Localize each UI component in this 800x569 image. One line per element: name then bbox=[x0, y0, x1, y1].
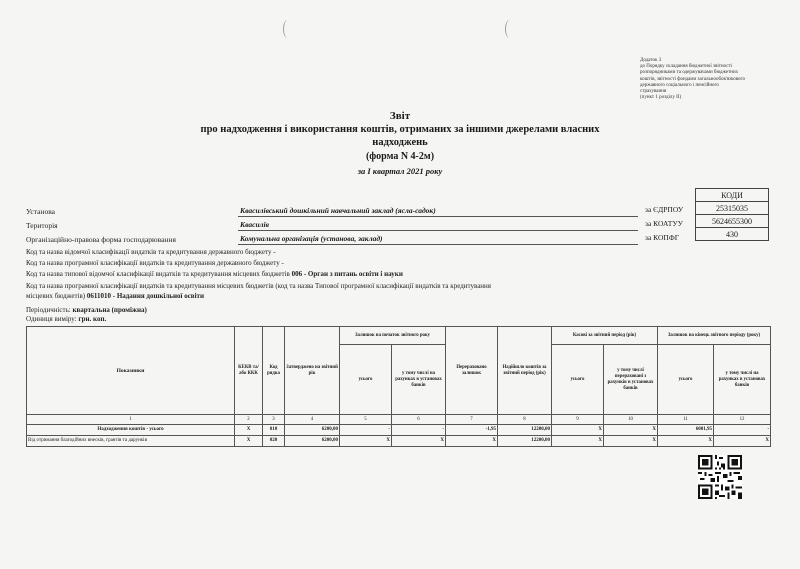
header-end-total: усього bbox=[658, 345, 714, 415]
code-key-koatuu: за КОАТУУ bbox=[645, 219, 683, 228]
column-number: 4 bbox=[285, 415, 340, 425]
note-line: до Порядку складання бюджетної звітності bbox=[640, 64, 733, 70]
row-transferred: -1,95 bbox=[446, 425, 498, 436]
row-transferred: X bbox=[446, 436, 498, 447]
column-number: 8 bbox=[498, 415, 552, 425]
row-end-banks: - bbox=[714, 425, 771, 436]
unit bbox=[26, 315, 106, 323]
row-approved: 6200,00 bbox=[285, 425, 340, 436]
punch-hole-mark bbox=[505, 20, 514, 38]
column-number: 3 bbox=[263, 415, 285, 425]
column-number: 6 bbox=[392, 415, 446, 425]
column-number: 5 bbox=[340, 415, 392, 425]
row-name: Від отримання благодійних внесків, грантів та дарунків bbox=[27, 436, 235, 447]
report-title: Звіт bbox=[389, 110, 411, 122]
row-end-total: X bbox=[658, 436, 714, 447]
report-table bbox=[26, 326, 771, 447]
institution-value: Квасилівський дошкільний навчальний заклад (ясла-садок) bbox=[240, 206, 436, 215]
code-edrpou: 25315035 bbox=[696, 202, 769, 215]
header-end-banks: у тому числі на рахунках в установах банків bbox=[714, 345, 771, 415]
note-line: страхування bbox=[640, 89, 667, 95]
org-form-value: Комунальна організація (установа, заклад) bbox=[240, 234, 383, 243]
header-indicators: Показники bbox=[27, 327, 235, 415]
territory-value: Квасилів bbox=[240, 220, 269, 229]
row-received: 12200,00 bbox=[498, 425, 552, 436]
header-cash-banks: у тому числі перераховані з рахунків в установах банків bbox=[604, 345, 658, 415]
code-key-edrpou: за ЄДРПОУ bbox=[645, 205, 684, 214]
institution-label: Установа bbox=[26, 207, 55, 216]
program-classification-local-cont bbox=[26, 292, 204, 300]
row-cash-total: X bbox=[552, 425, 604, 436]
row-cash-total: X bbox=[552, 436, 604, 447]
row-code: 020 bbox=[263, 436, 285, 447]
program-classification-state: Код та назва програмної класифікації видатків та кредитування державного бюджету - bbox=[26, 259, 284, 267]
column-number: 12 bbox=[714, 415, 771, 425]
column-number: 7 bbox=[446, 415, 498, 425]
header-received: Надійшло коштів за звітний період (рік) bbox=[498, 327, 552, 415]
header-start-balance: Залишок на початок звітного року bbox=[340, 327, 446, 345]
punch-hole-mark bbox=[283, 20, 292, 38]
unit-value: грн. коп. bbox=[78, 315, 107, 323]
underline bbox=[238, 216, 638, 217]
program-classification-local: Код та назва програмної класифікації видатків та кредитування місцевих бюджетів (код та назва Типової програмної класифікації видатків та кредитування bbox=[26, 282, 492, 290]
row-start-banks: X bbox=[392, 436, 446, 447]
note-line: коштів, звітності фондами загальнообов'язкового bbox=[640, 76, 745, 82]
row-cash-banks: X bbox=[604, 425, 658, 436]
column-number: 11 bbox=[658, 415, 714, 425]
note-line: державного соціального і пенсійного bbox=[640, 82, 719, 88]
column-number: 2 bbox=[235, 415, 263, 425]
underline bbox=[238, 230, 638, 231]
header-approved: Затверджено на звітний рік bbox=[285, 327, 340, 415]
header-transferred: Перераховано залишок bbox=[446, 327, 498, 415]
table-row bbox=[27, 436, 771, 447]
header-end-balance: Залишок на кінець звітного періоду (року) bbox=[658, 327, 771, 345]
form-number: (форма N 4-2м) bbox=[365, 151, 435, 162]
report-subtitle: про надходження і використання коштів, отриманих за іншими джерелами власних надходжень bbox=[200, 124, 600, 148]
code-kopfg: 430 bbox=[696, 228, 769, 241]
header-start-banks: у тому числі на рахунках в установах банків bbox=[392, 345, 446, 415]
code-key-kopfg: за КОПФГ bbox=[645, 233, 680, 242]
table-row bbox=[27, 425, 771, 436]
org-form-label: Організаційно-правова форма господарювання bbox=[26, 235, 176, 244]
codes-table bbox=[695, 188, 769, 241]
row-received: 12200,00 bbox=[498, 436, 552, 447]
periodicity-value: квартальна (проміжна) bbox=[72, 306, 147, 314]
code-koatuu: 5624655300 bbox=[696, 215, 769, 228]
row-approved: 6200,00 bbox=[285, 436, 340, 447]
column-numbers-row bbox=[27, 415, 771, 425]
note-line: Додаток 3 bbox=[640, 58, 662, 63]
line-value: 006 - Орган з питань освіти і науки bbox=[291, 270, 403, 278]
appendix-note bbox=[640, 58, 790, 101]
line-value: 0611010 - Надання дошкільної освіти bbox=[86, 292, 204, 300]
underline bbox=[238, 244, 638, 245]
row-end-banks: X bbox=[714, 436, 771, 447]
dept-classification-state: Код та назва відомчої класифікації видатків та кредитування державного бюджету - bbox=[26, 248, 276, 256]
row-start-total: X bbox=[340, 436, 392, 447]
dept-classification-local bbox=[26, 270, 403, 278]
qr-code-icon bbox=[698, 455, 742, 499]
row-code: 010 bbox=[263, 425, 285, 436]
report-period: за I квартал 2021 року bbox=[357, 166, 443, 176]
periodicity bbox=[26, 306, 147, 314]
column-number: 9 bbox=[552, 415, 604, 425]
header-code: Код рядка bbox=[263, 327, 285, 415]
note-line: розпорядниками та одержувачами бюджетних bbox=[640, 70, 739, 76]
row-name: Надходження коштів - усього bbox=[27, 425, 235, 436]
column-number: 10 bbox=[604, 415, 658, 425]
unit-label: Одиниця виміру: bbox=[26, 315, 77, 323]
header-cash: Касові за звітний період (рік) bbox=[552, 327, 658, 345]
column-number: 1 bbox=[27, 415, 235, 425]
header-cash-total: усього bbox=[552, 345, 604, 415]
codes-header: КОДИ bbox=[696, 189, 769, 202]
territory-label: Територія bbox=[26, 221, 58, 230]
row-kekv: X bbox=[235, 436, 263, 447]
header-start-total: усього bbox=[340, 345, 392, 415]
row-start-total: - bbox=[340, 425, 392, 436]
row-start-banks: - bbox=[392, 425, 446, 436]
row-cash-banks: X bbox=[604, 436, 658, 447]
periodicity-label: Періодичність: bbox=[26, 306, 71, 314]
line-prefix: місцевих бюджетів) bbox=[26, 292, 86, 300]
row-end-total: 6001,95 bbox=[658, 425, 714, 436]
line-prefix: Код та назва типової відомчої класифікації видатків та кредитування місцевих бюджетів bbox=[26, 270, 290, 278]
header-kekv: КЕКВ та/або ККК bbox=[235, 327, 263, 415]
note-line: (пункт 1 розділу II) bbox=[640, 95, 682, 101]
row-kekv: X bbox=[235, 425, 263, 436]
